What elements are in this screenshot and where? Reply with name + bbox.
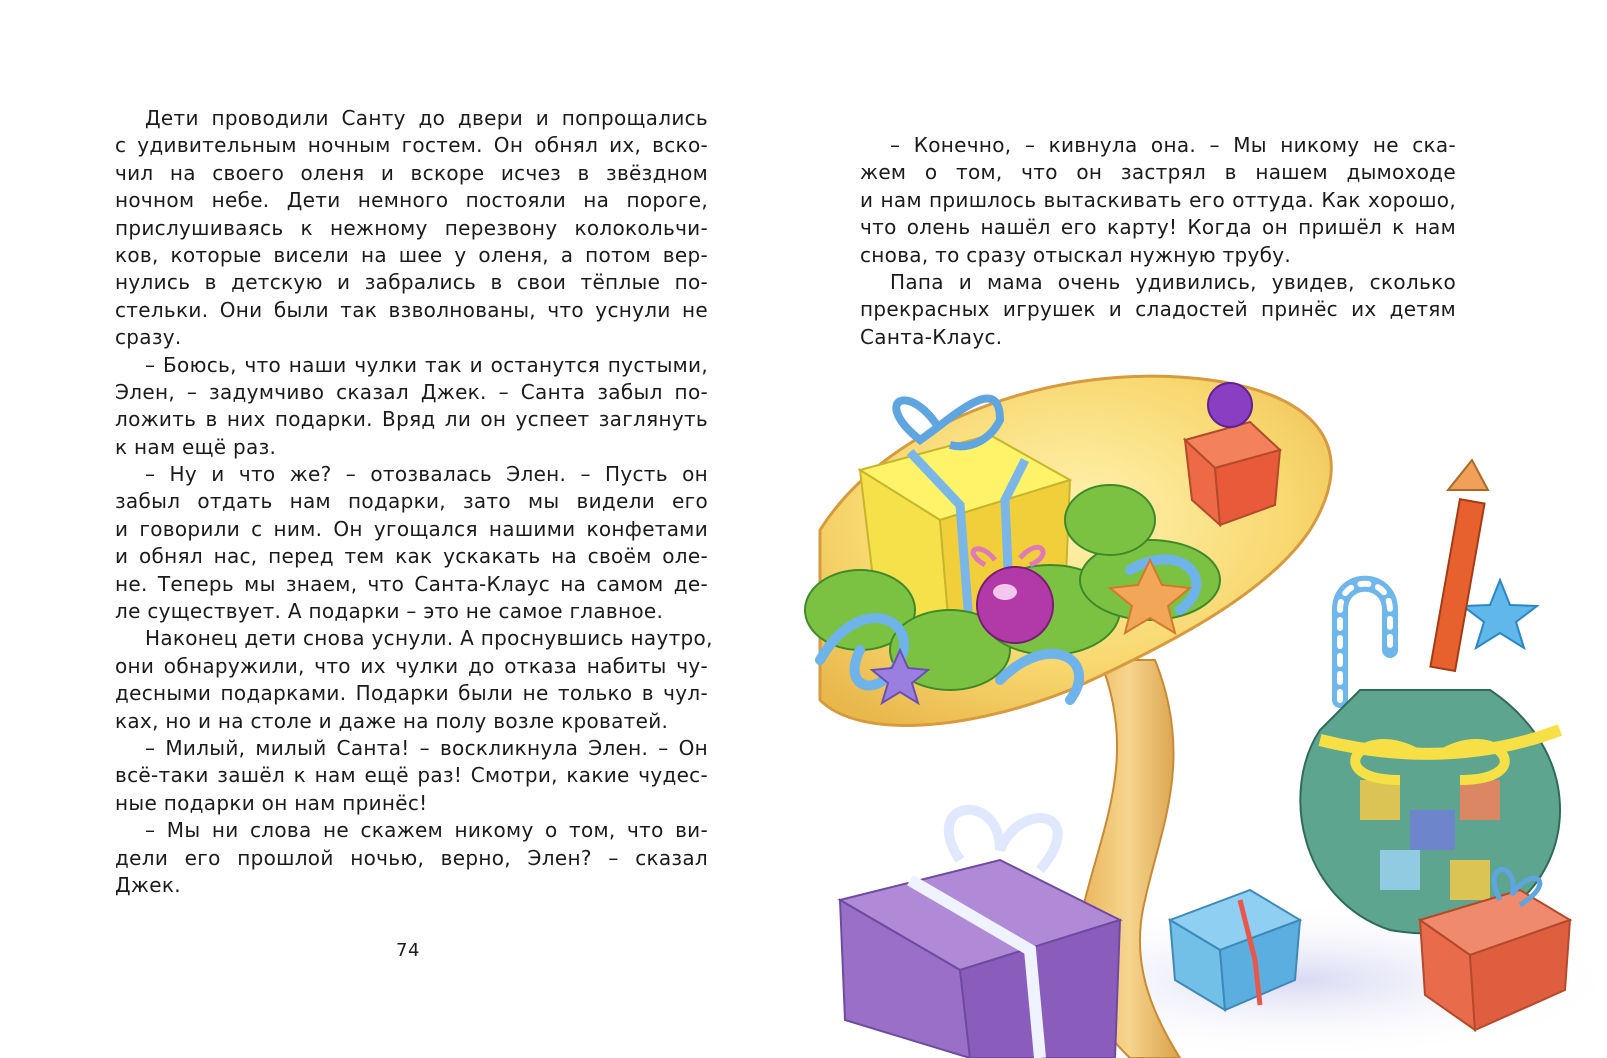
text-line: Элен, – задумчиво сказал Джек. – Санта забыл по- [115,379,708,404]
candy-cane [1340,584,1390,700]
text-line: чил на своего оленя и вскоре исчез в звёздном [115,160,708,185]
right-page [800,0,1607,1058]
text-line: и нам пришлось вытаскивать его оттуда. Как хорошо, [860,187,1456,212]
text-line: всё-таки зашёл к нам ещё раз! Смотри, какие чудес- [115,763,708,788]
page-number: 74 [396,940,420,961]
text-line: прислушиваясь к нежному перезвону колокольчи- [115,215,708,240]
text-line: прекрасных игрушек и сладостей принёс их детям [860,297,1456,322]
text-line: ложить в них подарки. Вряд ли он успеет заглянуть [115,407,708,432]
text-line: к нам ещё раз. [115,434,277,459]
text-line: не. Теперь мы знаем, что Санта-Клаус на самом де- [115,571,708,596]
text-line: ле существует. А подарки – это не самое главное. [115,599,664,624]
text-line: что олень нашёл его карту! Когда он пришёл к нам [860,215,1456,240]
left-page-text [115,105,713,899]
text-line: – Мы ни слова не скажем никому о том, что ви- [145,818,708,843]
text-line: ков, которые висели на шее у оленя, а потом вер- [115,242,708,267]
text-line: они обнаружили, что их чулки до отказа набиты чу- [115,653,708,678]
text-line: Санта-Клаус. [860,324,1003,349]
text-line: Наконец дети снова уснули. А проснувшись наутро, [145,626,713,651]
text-line: и говорили с ним. Он угощался нашими конфетами [115,516,708,541]
text-line: стельки. Они были так взволнованы, что уснули не [115,297,708,322]
text-line: – Ну и что же? – отозвалась Элен. – Пусть он [145,462,708,487]
text-line: сразу. [115,325,182,350]
text-line: ные подарки он нам принёс! [115,790,428,815]
text-line: нулись в детскую и забрались в свои тёплые по- [115,270,708,295]
text-line: ках, но и на столе и даже на полу возле кроватей. [115,708,669,733]
text-line: снова, то сразу отыскал нужную трубу. [860,242,1292,267]
text-line: десными подарками. Подарки были не только в чул- [115,681,708,706]
text-line: жем о том, что он застрял в нашем дымоходе [860,160,1456,185]
text-line: забыл отдать нам подарки, зато мы видели его [115,489,708,514]
text-line: – Конечно, – кивнула она. – Мы никому не ска- [890,133,1456,157]
text-line: дели его прошлой ночью, верно, Элен? – сказал [115,845,708,870]
text-line: с удивительным ночным гостем. Он обнял их, вско- [115,133,708,158]
christmas-gifts-illustration [800,360,1607,1058]
right-page-text [860,132,1456,351]
left-page [0,0,800,1058]
text-line: Джек. [115,872,181,897]
purple-gift-box [840,810,1120,1058]
text-line: – Милый, милый Санта! – воскликнула Элен. – Он [145,735,708,760]
text-line: и обнял нас, перед тем как ускакать на своём оле- [115,544,708,569]
text-line: ночном небе. Дети немного постояли на пороге, [115,188,708,213]
text-line: Дети проводили Санту до двери и попрощались [145,106,708,130]
text-line: – Боюсь, что наши чулки так и останутся пустыми, [145,352,708,377]
text-line: Папа и мама очень удивились, увидев, сколько [890,269,1456,294]
